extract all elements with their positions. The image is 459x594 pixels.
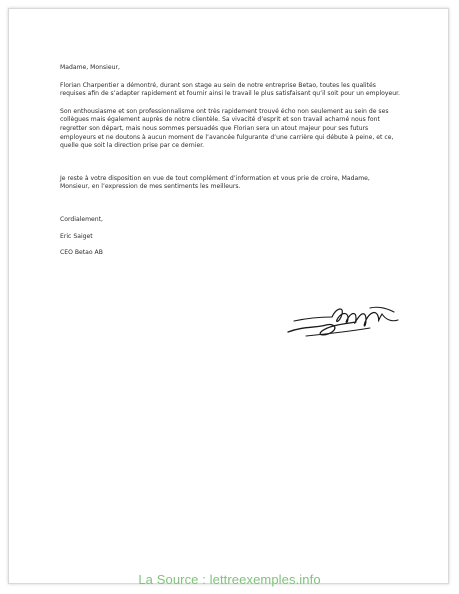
letter-paragraph-2: Son enthousiasme et son professionnalisme ont très rapidement trouvé écho non seulement au sein de ses collègues mais également auprès de notre clientèle. Sa vivacité d’esprit et son travail acharné nous font regretter son départ, mais nous sommes persuadés que Florian sera un atout majeur pour ses futurs employeurs et ne doutons à aucun moment de l’avancée fulgurante d’une carrière qui débute à peine, et ce, quelle que soit la direction prise par ce dernier. xyxy=(60,107,394,150)
signer-name: Eric Saiget xyxy=(60,232,93,240)
letter-closing: Cordialement, xyxy=(60,215,103,223)
letter-paragraph-3: Je reste à votre disposition en vue de tout complément d’information et vous prie de croire, Madame, Monsieur, en l’expression de mes sentiments les meilleurs. xyxy=(60,174,370,191)
letter-greeting: Madame, Monsieur, xyxy=(60,64,120,71)
signer-title: CEO Betao AB xyxy=(60,249,103,257)
letter-body xyxy=(60,64,400,266)
letter-paragraph-1: Florian Charpentier a démontré, durant son stage au sein de notre entreprise Betao, toutes les qualités requises afin de s’adapter rapidement et fournir ainsi le travail le plus satisfaisant qu’il soit pour un employeur. xyxy=(60,81,400,98)
source-credit: La Source : lettreexemples.info xyxy=(138,572,321,587)
handwritten-signature xyxy=(286,298,400,342)
